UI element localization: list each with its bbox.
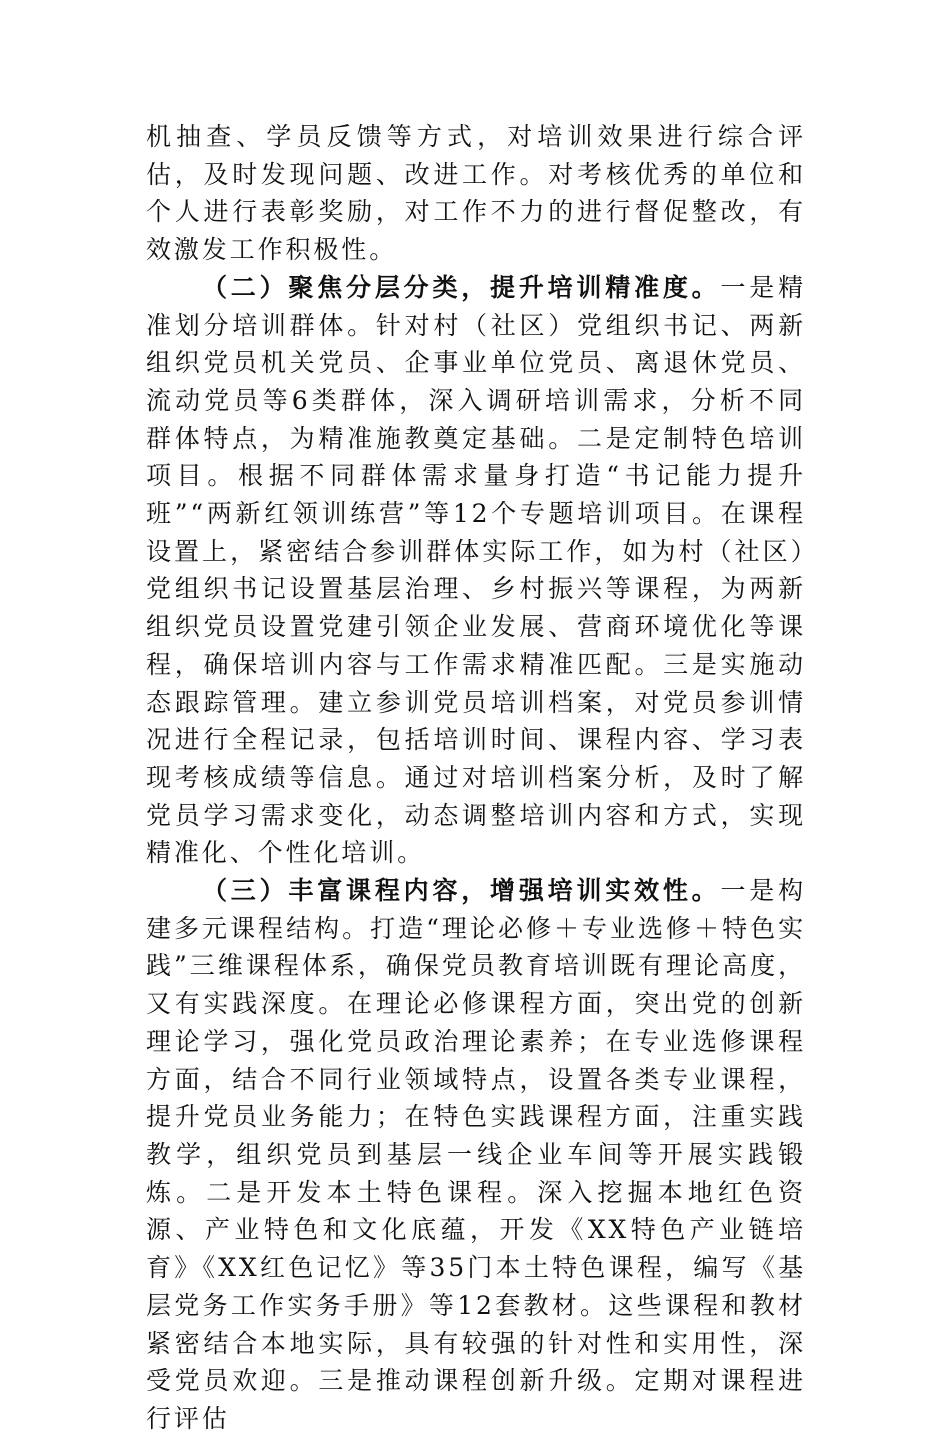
section-heading: （三）丰富课程内容，增强培训实效性。 — [202, 876, 721, 906]
section-heading: （二）聚焦分层分类，提升培训精准度。 — [202, 272, 721, 302]
paragraph-section-3 — [146, 872, 806, 1438]
paragraph-text: 一是构建多元课程结构。打造“理论必修＋专业选修＋特色实践”三维课程体系，确保党员教育培训既有理论高度，又有实践深度。在理论必修课程方面，突出党的创新理论学习，强化党员政治理论素养；在专业选修课程方面，结合不同行业领域特点，设置各类专业课程，提升党员业务能力；在特色实践课程方面，注重实践教学，组织党员到基层一线企业车间等开展实践锻炼。二是开发本土特色课程。深入挖掘本地红色资源、产业特色和文化底蕴，开发《XX特色产业链培育》《XX红色记忆》等35门本土特色课程，编写《基层党务工作实务手册》等12套教材。这些课程和教材紧密结合本地实际，具有较强的针对性和实用性，深受党员欢迎。三是推动课程创新升级。定期对课程进行评估 — [146, 876, 807, 1433]
paragraph-continuation — [146, 118, 806, 269]
document-body — [146, 118, 806, 1438]
paragraph-section-2 — [146, 269, 806, 872]
paragraph-text: 一是精准划分培训群体。针对村（社区）党组织书记、两新组织党员机关党员、企事业单位党员、离退休党员、流动党员等6类群体，深入调研培训需求，分析不同群体特点，为精准施教奠定基础。二是定制特色培训项目。根据不同群体需求量身打造“书记能力提升班”“两新红领训练营”等12个专题培训项目。在课程设置上，紧密结合参训群体实际工作，如为村（社区）党组织书记设置基层治理、乡村振兴等课程，为两新组织党员设置党建引领企业发展、营商环境优化等课程，确保培训内容与工作需求精准匹配。三是实施动态跟踪管理。建立参训党员培训档案，对党员参训情况进行全程记录，包括培训时间、课程内容、学习表现考核成绩等信息。通过对培训档案分析，及时了解党员学习需求变化，动态调整培训内容和方式，实现精准化、个性化培训。 — [146, 272, 807, 868]
paragraph-text: 机抽查、学员反馈等方式，对培训效果进行综合评估，及时发现问题、改进工作。对考核优秀的单位和个人进行表彰奖励，对工作不力的进行督促整改，有效激发工作积极性。 — [146, 122, 806, 265]
